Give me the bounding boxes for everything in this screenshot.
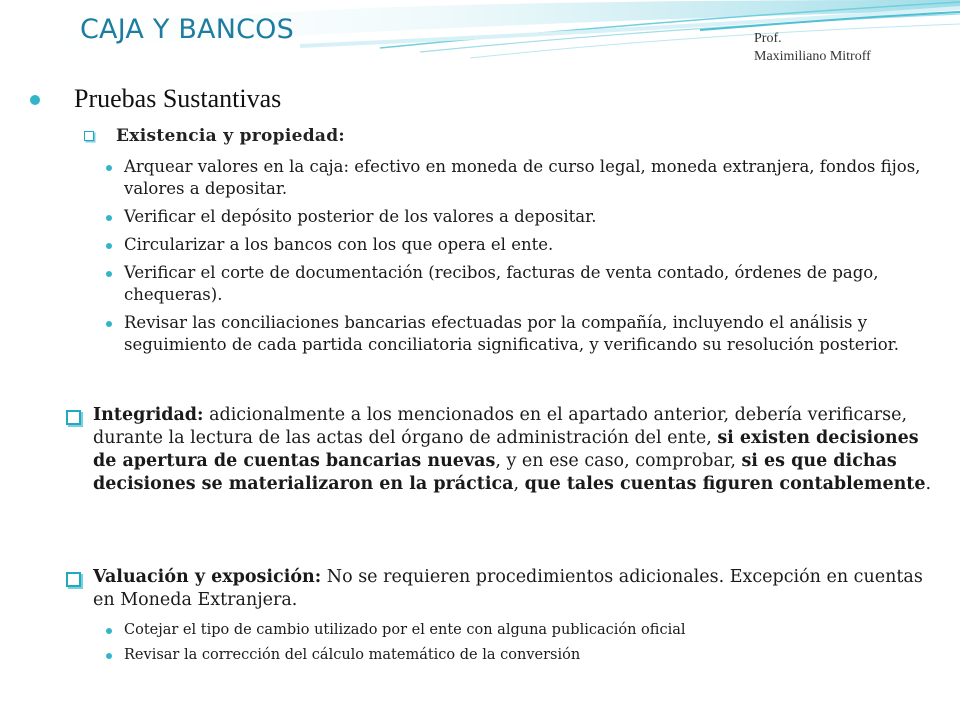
bullet-dot-icon	[106, 653, 112, 659]
bullet-dot-icon	[106, 628, 112, 634]
integridad-text: Integridad: adicionalmente a los mencionados en el apartado anterior, debería verificarse, durante la lectura de las actas del órgano de administración del ente, si existen decisiones de apertura de cuentas bancarias nuevas, y en ese caso, comprobar, si es que dichas decisiones se materializaron en la práctica, que tales cuentas figuren contablemente.	[93, 405, 932, 494]
bullet-dot-icon	[106, 321, 112, 327]
list-item: Verificar el corte de documentación (recibos, facturas de venta contado, órdenes de pago, chequeras).	[106, 262, 926, 306]
author-credit	[754, 30, 871, 66]
bullet-dot-icon	[30, 95, 40, 105]
list-item: Circularizar a los bancos con los que opera el ente.	[106, 234, 926, 256]
bullet-dot-icon	[106, 165, 112, 171]
valuacion-list	[106, 620, 926, 670]
list-item: Cotejar el tipo de cambio utilizado por el ente con alguna publicación oficial	[106, 620, 926, 640]
square-bullet-icon	[66, 410, 81, 425]
list-item: Verificar el depósito posterior de los valores a depositar.	[106, 206, 926, 228]
author-line-1: Prof.	[754, 31, 782, 46]
integridad-block	[66, 404, 940, 496]
valuacion-block	[66, 566, 940, 612]
list-item: Revisar las conciliaciones bancarias efectuadas por la compañía, incluyendo el análisis y seguimiento de cada partida conciliatoria significativa, y verificando su resolución posterior.	[106, 312, 926, 356]
bullet-dot-icon	[106, 271, 112, 277]
existencia-heading	[84, 126, 345, 146]
existencia-label: Existencia y propiedad:	[116, 126, 345, 146]
valuacion-text: Valuación y exposición: No se requieren procedimientos adicionales. Excepción en cuentas en Moneda Extranjera.	[93, 567, 923, 610]
square-bullet-icon	[66, 572, 81, 587]
section-heading	[30, 84, 281, 114]
square-bullet-icon	[84, 131, 94, 141]
slide-title: CAJA Y BANCOS	[80, 14, 294, 45]
bullet-dot-icon	[106, 243, 112, 249]
section-heading-text: Pruebas Sustantivas	[74, 84, 282, 113]
list-item: Arquear valores en la caja: efectivo en moneda de curso legal, moneda extranjera, fondos fijos, valores a depositar.	[106, 156, 926, 200]
valuacion-label: Valuación y exposición:	[93, 567, 322, 587]
integridad-label: Integridad:	[93, 405, 204, 425]
author-line-2: Maximiliano Mitroff	[754, 49, 871, 64]
existencia-list	[106, 156, 926, 362]
bullet-dot-icon	[106, 215, 112, 221]
list-item: Revisar la corrección del cálculo matemático de la conversión	[106, 645, 926, 665]
